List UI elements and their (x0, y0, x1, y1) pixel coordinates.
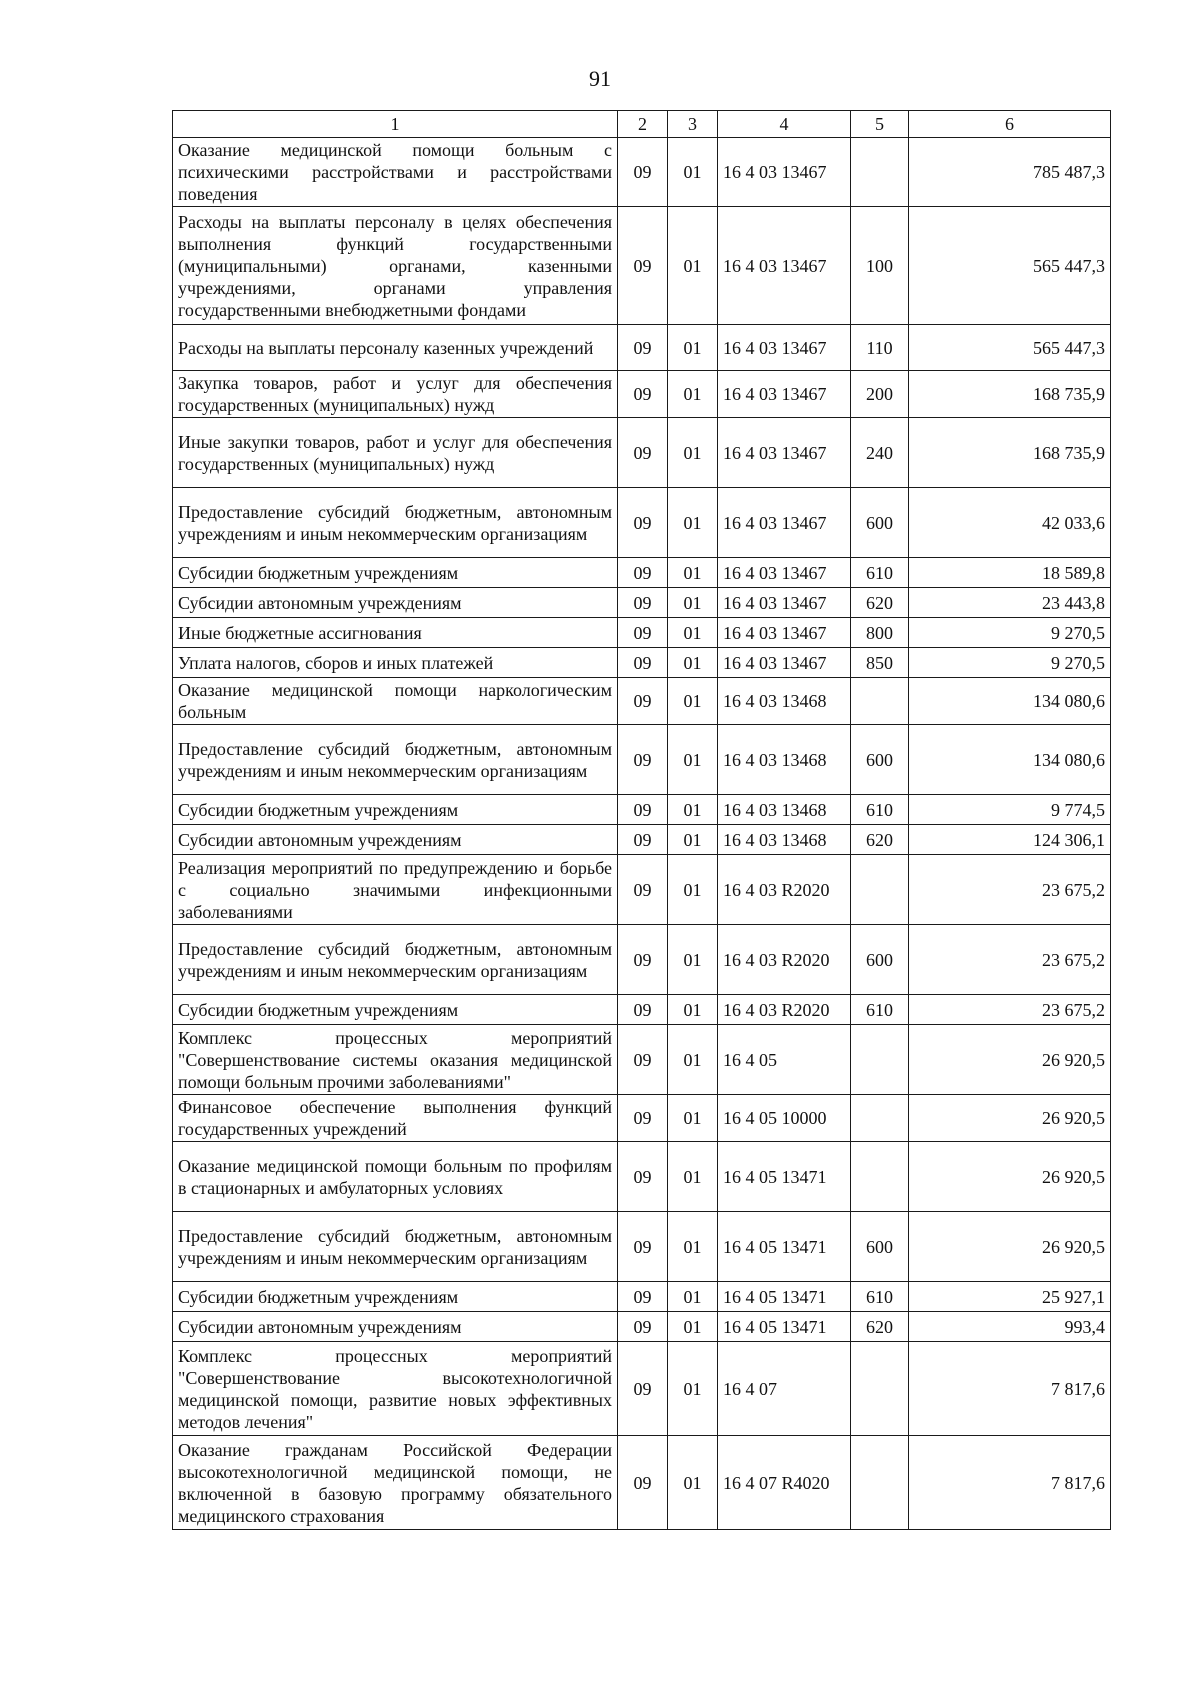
column-header: 3 (668, 111, 718, 138)
row-name: Оказание гражданам Российской Федерации высокотехнологичной медицинской помощи, не включенной в базовую программу обязательного медицинского страхования (173, 1436, 618, 1530)
row-subsection: 01 (668, 678, 718, 725)
row-target-article: 16 4 05 13471 (718, 1282, 851, 1312)
row-amount: 42 033,6 (909, 488, 1111, 558)
row-name: Оказание медицинской помощи больным с психическими расстройствами и расстройствами поведения (173, 138, 618, 207)
row-section: 09 (618, 138, 668, 207)
row-section: 09 (618, 1436, 668, 1530)
row-section: 09 (618, 725, 668, 795)
row-subsection: 01 (668, 371, 718, 418)
table-row (173, 995, 1111, 1025)
table-row (173, 825, 1111, 855)
row-target-article: 16 4 05 13471 (718, 1212, 851, 1282)
table-row (173, 855, 1111, 925)
column-header: 4 (718, 111, 851, 138)
row-amount: 26 920,5 (909, 1212, 1111, 1282)
table-row (173, 648, 1111, 678)
row-name: Расходы на выплаты персоналу в целях обеспечения выполнения функций государственными (муниципальными) органами, казенными учреждениями, органами управления государственными внебюджетными фондами (173, 207, 618, 325)
table-row (173, 488, 1111, 558)
row-target-article: 16 4 03 13467 (718, 618, 851, 648)
table-row (173, 418, 1111, 488)
row-amount: 134 080,6 (909, 678, 1111, 725)
row-section: 09 (618, 618, 668, 648)
page-number: 91 (589, 66, 611, 91)
row-expense-type (851, 138, 909, 207)
row-expense-type: 850 (851, 648, 909, 678)
table-row (173, 1095, 1111, 1142)
row-name: Оказание медицинской помощи наркологическим больным (173, 678, 618, 725)
row-name: Финансовое обеспечение выполнения функций государственных учреждений (173, 1095, 618, 1142)
row-section: 09 (618, 325, 668, 371)
row-subsection: 01 (668, 1312, 718, 1342)
row-name: Субсидии автономным учреждениям (173, 825, 618, 855)
row-expense-type (851, 1095, 909, 1142)
table-row (173, 588, 1111, 618)
row-section: 09 (618, 648, 668, 678)
row-section: 09 (618, 1312, 668, 1342)
row-subsection: 01 (668, 138, 718, 207)
row-expense-type (851, 1142, 909, 1212)
row-subsection: 01 (668, 1025, 718, 1095)
row-amount: 134 080,6 (909, 725, 1111, 795)
row-subsection: 01 (668, 618, 718, 648)
row-amount: 23 675,2 (909, 995, 1111, 1025)
row-subsection: 01 (668, 995, 718, 1025)
row-target-article: 16 4 05 13471 (718, 1312, 851, 1342)
row-expense-type: 610 (851, 795, 909, 825)
row-target-article: 16 4 05 13471 (718, 1142, 851, 1212)
row-name: Субсидии бюджетным учреждениям (173, 1282, 618, 1312)
row-target-article: 16 4 03 13467 (718, 488, 851, 558)
row-section: 09 (618, 1282, 668, 1312)
row-target-article: 16 4 03 13467 (718, 138, 851, 207)
row-target-article: 16 4 03 13467 (718, 371, 851, 418)
row-amount: 565 447,3 (909, 207, 1111, 325)
row-target-article: 16 4 03 13468 (718, 825, 851, 855)
row-section: 09 (618, 1212, 668, 1282)
row-expense-type: 600 (851, 725, 909, 795)
table-row (173, 925, 1111, 995)
row-name: Субсидии бюджетным учреждениям (173, 558, 618, 588)
header-row (173, 111, 1111, 138)
column-header: 5 (851, 111, 909, 138)
row-amount: 25 927,1 (909, 1282, 1111, 1312)
row-expense-type: 200 (851, 371, 909, 418)
row-name: Комплекс процессных мероприятий "Совершенствование системы оказания медицинской помощи больным прочими заболеваниями" (173, 1025, 618, 1095)
row-target-article: 16 4 03 13467 (718, 588, 851, 618)
row-target-article: 16 4 03 13467 (718, 558, 851, 588)
table-row (173, 618, 1111, 648)
row-expense-type (851, 1342, 909, 1436)
table-row (173, 1342, 1111, 1436)
row-target-article: 16 4 03 R2020 (718, 995, 851, 1025)
row-target-article: 16 4 03 R2020 (718, 855, 851, 925)
row-expense-type (851, 1436, 909, 1530)
table-row (173, 1436, 1111, 1530)
row-subsection: 01 (668, 488, 718, 558)
row-section: 09 (618, 588, 668, 618)
row-amount: 565 447,3 (909, 325, 1111, 371)
row-amount: 26 920,5 (909, 1025, 1111, 1095)
row-expense-type: 600 (851, 488, 909, 558)
table-row (173, 325, 1111, 371)
row-amount: 9 270,5 (909, 618, 1111, 648)
row-name: Иные закупки товаров, работ и услуг для обеспечения государственных (муниципальных) нужд (173, 418, 618, 488)
row-subsection: 01 (668, 925, 718, 995)
row-amount: 23 443,8 (909, 588, 1111, 618)
row-section: 09 (618, 855, 668, 925)
row-expense-type: 100 (851, 207, 909, 325)
row-target-article: 16 4 03 13468 (718, 678, 851, 725)
row-expense-type: 620 (851, 588, 909, 618)
row-subsection: 01 (668, 1342, 718, 1436)
row-name: Комплекс процессных мероприятий "Совершенствование высокотехнологичной медицинской помощи, развитие новых эффективных методов лечения" (173, 1342, 618, 1436)
row-section: 09 (618, 418, 668, 488)
table-row (173, 558, 1111, 588)
row-section: 09 (618, 488, 668, 558)
row-subsection: 01 (668, 1142, 718, 1212)
row-amount: 168 735,9 (909, 418, 1111, 488)
row-subsection: 01 (668, 825, 718, 855)
row-subsection: 01 (668, 648, 718, 678)
row-expense-type: 600 (851, 1212, 909, 1282)
row-subsection: 01 (668, 725, 718, 795)
row-amount: 168 735,9 (909, 371, 1111, 418)
row-name: Предоставление субсидий бюджетным, автономным учреждениям и иным некоммерческим организациям (173, 925, 618, 995)
row-subsection: 01 (668, 207, 718, 325)
row-expense-type: 240 (851, 418, 909, 488)
table-row (173, 1142, 1111, 1212)
table-row (173, 1025, 1111, 1095)
row-section: 09 (618, 995, 668, 1025)
row-section: 09 (618, 207, 668, 325)
row-target-article: 16 4 03 13467 (718, 325, 851, 371)
row-name: Предоставление субсидий бюджетным, автономным учреждениям и иным некоммерческим организациям (173, 488, 618, 558)
row-subsection: 01 (668, 1282, 718, 1312)
row-amount: 993,4 (909, 1312, 1111, 1342)
table-row (173, 1312, 1111, 1342)
row-subsection: 01 (668, 558, 718, 588)
row-target-article: 16 4 03 13468 (718, 725, 851, 795)
row-expense-type (851, 678, 909, 725)
row-name: Реализация мероприятий по предупреждению и борьбе с социально значимыми инфекционными заболеваниями (173, 855, 618, 925)
budget-table (172, 110, 1111, 1530)
table-row (173, 1212, 1111, 1282)
table-row (173, 725, 1111, 795)
row-amount: 7 817,6 (909, 1436, 1111, 1530)
column-header: 2 (618, 111, 668, 138)
row-name: Предоставление субсидий бюджетным, автономным учреждениям и иным некоммерческим организациям (173, 725, 618, 795)
row-subsection: 01 (668, 1095, 718, 1142)
row-section: 09 (618, 825, 668, 855)
column-header: 1 (173, 111, 618, 138)
row-amount: 9 774,5 (909, 795, 1111, 825)
row-name: Уплата налогов, сборов и иных платежей (173, 648, 618, 678)
row-name: Субсидии автономным учреждениям (173, 588, 618, 618)
row-target-article: 16 4 03 13467 (718, 207, 851, 325)
row-amount: 18 589,8 (909, 558, 1111, 588)
row-subsection: 01 (668, 855, 718, 925)
row-expense-type: 610 (851, 558, 909, 588)
row-target-article: 16 4 07 (718, 1342, 851, 1436)
row-subsection: 01 (668, 1212, 718, 1282)
row-section: 09 (618, 1342, 668, 1436)
row-amount: 124 306,1 (909, 825, 1111, 855)
row-section: 09 (618, 558, 668, 588)
row-expense-type: 110 (851, 325, 909, 371)
table-row (173, 207, 1111, 325)
row-amount: 26 920,5 (909, 1142, 1111, 1212)
row-name: Предоставление субсидий бюджетным, автономным учреждениям и иным некоммерческим организациям (173, 1212, 618, 1282)
table-row (173, 371, 1111, 418)
row-subsection: 01 (668, 418, 718, 488)
row-target-article: 16 4 07 R4020 (718, 1436, 851, 1530)
row-amount: 26 920,5 (909, 1095, 1111, 1142)
table-row (173, 795, 1111, 825)
row-target-article: 16 4 05 10000 (718, 1095, 851, 1142)
row-subsection: 01 (668, 325, 718, 371)
row-section: 09 (618, 1095, 668, 1142)
table-body (173, 138, 1111, 1530)
table-row (173, 678, 1111, 725)
row-amount: 23 675,2 (909, 855, 1111, 925)
row-section: 09 (618, 1025, 668, 1095)
row-name: Субсидии бюджетным учреждениям (173, 995, 618, 1025)
row-expense-type: 610 (851, 1282, 909, 1312)
row-section: 09 (618, 1142, 668, 1212)
row-expense-type: 620 (851, 1312, 909, 1342)
row-subsection: 01 (668, 588, 718, 618)
table-row (173, 138, 1111, 207)
row-amount: 9 270,5 (909, 648, 1111, 678)
row-amount: 785 487,3 (909, 138, 1111, 207)
row-target-article: 16 4 03 13468 (718, 795, 851, 825)
row-name: Субсидии бюджетным учреждениям (173, 795, 618, 825)
row-target-article: 16 4 05 (718, 1025, 851, 1095)
row-expense-type (851, 855, 909, 925)
row-target-article: 16 4 03 13467 (718, 648, 851, 678)
row-subsection: 01 (668, 795, 718, 825)
row-expense-type: 620 (851, 825, 909, 855)
table-row (173, 1282, 1111, 1312)
row-section: 09 (618, 678, 668, 725)
row-amount: 7 817,6 (909, 1342, 1111, 1436)
column-header: 6 (909, 111, 1111, 138)
row-subsection: 01 (668, 1436, 718, 1530)
row-expense-type (851, 1025, 909, 1095)
row-target-article: 16 4 03 13467 (718, 418, 851, 488)
row-section: 09 (618, 795, 668, 825)
row-name: Оказание медицинской помощи больным по профилям в стационарных и амбулаторных условиях (173, 1142, 618, 1212)
row-section: 09 (618, 925, 668, 995)
row-name: Субсидии автономным учреждениям (173, 1312, 618, 1342)
row-name: Закупка товаров, работ и услуг для обеспечения государственных (муниципальных) нужд (173, 371, 618, 418)
row-expense-type: 600 (851, 925, 909, 995)
row-expense-type: 800 (851, 618, 909, 648)
row-amount: 23 675,2 (909, 925, 1111, 995)
row-target-article: 16 4 03 R2020 (718, 925, 851, 995)
row-expense-type: 610 (851, 995, 909, 1025)
row-section: 09 (618, 371, 668, 418)
row-name: Расходы на выплаты персоналу казенных учреждений (173, 325, 618, 371)
row-name: Иные бюджетные ассигнования (173, 618, 618, 648)
